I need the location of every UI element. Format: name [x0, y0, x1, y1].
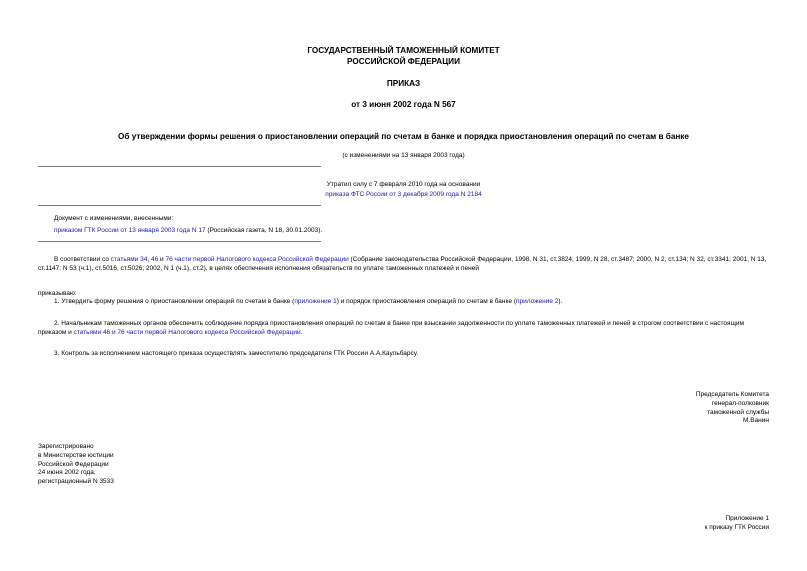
article-76-tax-code-link[interactable]: 76 части первой Налогового кодекса Российской Федерации	[165, 256, 349, 263]
registration-line: Российской Федерации	[38, 460, 109, 468]
article-46-link[interactable]: 46	[151, 256, 159, 263]
amended-doc-label: Документ с изменениями, внесенными:	[54, 215, 174, 222]
amending-order-link[interactable]: приказом ГТК России от 13 января 2003 года N 17	[54, 227, 206, 234]
appendix-header	[705, 515, 769, 533]
org-name-line1: ГОСУДАРСТВЕННЫЙ ТАМОЖЕННЫЙ КОМИТЕТ	[307, 46, 500, 55]
item-3: 3. Контроль за исполнением настоящего приказа осуществлять заместителю председателя ГТК России А.А.Каульбарсу.	[54, 350, 419, 357]
document-heading: Об утверждении формы решения о приостановлении операций по счетам в банке и порядка приостановления операций по счетам в банке	[118, 132, 689, 141]
appendix-reference: к приказу ГТК России	[704, 523, 769, 531]
amended-doc-line	[54, 227, 322, 236]
item-1: 1. Утвердить форму решения о приостановлении операций по счетам в банке (приложение 1) и порядок приостановления операций по счетам в банке (приложение 2).	[54, 298, 563, 305]
appendix-2-link[interactable]: приложение 2	[516, 298, 559, 305]
amendments-note: (с изменениями на 13 января 2003 года)	[342, 152, 465, 159]
registration-block	[38, 443, 114, 487]
repeal-order-link[interactable]: приказа ФТС России от 3 декабря 2009 года N 2184	[325, 191, 482, 198]
repeal-note: Утратил силу с 7 февраля 2010 года на основании	[326, 181, 481, 188]
signature-block	[696, 391, 769, 426]
order-word: приказываю:	[38, 290, 77, 297]
divider	[38, 166, 321, 167]
org-name-line2: РОССИЙСКОЙ ФЕДЕРАЦИИ	[347, 57, 460, 66]
articles-46-76-link[interactable]: статьями 46 и 76 части первой Налогового кодекса Российской Федерации	[73, 328, 301, 336]
registration-line: Зарегистрировано	[38, 443, 94, 450]
registration-line: регистрационный N 3533	[38, 478, 114, 486]
signature-name: М.Ванин	[743, 417, 769, 425]
article-34-link[interactable]: статьями 34	[110, 256, 148, 263]
signature-service: таможенной службы	[707, 408, 769, 416]
divider	[38, 241, 321, 242]
divider	[38, 205, 321, 206]
appendix-1-link[interactable]: приложение 1	[294, 298, 337, 305]
repeal-link-line	[0, 191, 807, 200]
signature-position: Председатель Комитета	[695, 391, 769, 398]
item-2: 2. Начальникам таможенных органов обеспечить соблюдение порядка приостановления операций по счетам в банке при взыскании задолженности по уплате таможенных платежей и пеней в строгом соответствии с настоящим приказом и статьями 46 и 76 части первой Налогового кодекса Российской Федерации.	[38, 320, 745, 336]
document-date-number: от 3 июня 2002 года N 567	[351, 100, 456, 109]
amended-doc-source: (Российская газета, N 18, 30.01.2003).	[205, 227, 323, 234]
registration-line: в Министерстве юстиции	[38, 451, 114, 459]
registration-line: 24 июня 2002 года,	[38, 469, 96, 477]
signature-rank: генерал-полковник	[711, 399, 769, 407]
document-type: ПРИКАЗ	[386, 79, 421, 88]
appendix-title: Приложение 1	[725, 515, 769, 522]
preamble-paragraph: В соответствии со статьями 34, 46 и 76 части первой Налогового кодекса Российской Федерации (Собрание законодательства Российской Федерации, 1998, N 31, ст.3824; 1999, N 28, ст.3487; 2000, N 2, ст.134; N 32, ст.3341; 2001, N 13, ст.1147; N 53 (ч.1), ст.5016, ст.5026; 2002, N 1 (ч.1), ст.2), в целях обеспечения исполнения обязательств по уплате таможенных платежей и пеней	[38, 256, 767, 272]
